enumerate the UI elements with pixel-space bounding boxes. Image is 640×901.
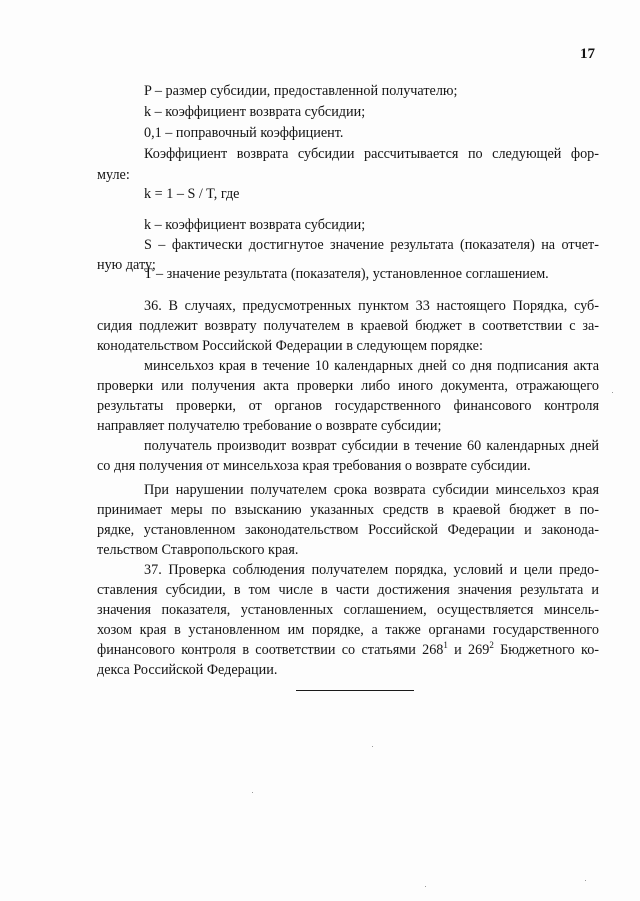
text-line: муле: [97, 167, 130, 183]
text-line: 36. В случаях, предусмотренных пунктом 33 настоящего Порядка, суб- [144, 298, 599, 314]
text-line: ставления субсидии, в том числе в части достижения значения результата и [97, 582, 599, 598]
justified-line-wrap [97, 600, 599, 621]
text-line: При нарушении получателем срока возврата субсидии минсельхоз края [144, 482, 599, 498]
text-fragment: Бюджетного ко- [493, 642, 600, 658]
text-line: 0,1 – поправочный коэффициент. [144, 125, 344, 141]
justified-line-wrap [144, 356, 599, 377]
text-line: принимает меры по взысканию указанных средств в краевой бюджет в по- [97, 502, 599, 518]
text-line: тельством Ставропольского края. [97, 542, 299, 558]
text-fragment: и 269 [447, 642, 490, 658]
justified-line-wrap [97, 500, 599, 521]
text-line: направляет получателю требование о возврате субсидии; [97, 418, 442, 434]
justified-line-wrap [144, 480, 599, 501]
text-line: получатель производит возврат субсидии в течение 60 календарных дней [144, 438, 599, 454]
justified-line-wrap [97, 520, 599, 541]
text-line: T – значение результата (показателя), установленное соглашением. [144, 266, 549, 282]
text-line: P – размер субсидии, предоставленной получателю; [144, 83, 458, 99]
justified-line-wrap [144, 436, 599, 457]
text-line: k – коэффициент возврата субсидии; [144, 104, 366, 120]
superscript: 2 [489, 640, 494, 650]
text-line: Коэффициент возврата субсидии рассчитывается по следующей фор- [144, 146, 599, 162]
text-line: 37. Проверка соблюдения получателем порядка, условий и цели предо- [144, 562, 599, 578]
justified-line-wrap [144, 296, 599, 317]
text-line: проверки или получения акта проверки либо иного документа, отражающего [97, 378, 599, 394]
text-line: S – фактически достигнутое значение результата (показателя) на отчет- [144, 237, 599, 253]
formula: k = 1 – S / T, где [144, 186, 240, 202]
text-line: сидия подлежит возврату получателем в краевой бюджет в соответствии с за- [97, 318, 599, 334]
scan-speck [372, 746, 373, 747]
justified-line-wrap [97, 316, 599, 337]
text-fragment: финансового контроля в соответствии со статьями 268 [97, 642, 444, 658]
scan-speck [585, 880, 586, 881]
closing-rule [296, 690, 414, 691]
superscript: 1 [443, 640, 448, 650]
scan-speck [425, 886, 426, 887]
text-line: рядке, установленном законодательством Российской Федерации и законода- [97, 522, 599, 538]
justified-line-wrap [144, 235, 599, 256]
text-line: минсельхоз края в течение 10 календарных дней со дня подписания акта [144, 358, 599, 374]
justified-line-wrap [97, 376, 599, 397]
text-line: хозом края в установленном им порядке, а также органами государственного [97, 622, 599, 638]
justified-line-wrap [144, 560, 599, 581]
text-line: со дня получения от минсельхоза края требования о возврате субсидии. [97, 458, 531, 474]
text-line: значения показателя, установленных соглашением, осуществляется минсель- [97, 602, 599, 618]
justified-line-wrap [97, 580, 599, 601]
text-line-with-superscripts [97, 640, 599, 661]
text-line: k – коэффициент возврата субсидии; [144, 217, 366, 233]
justified-line-wrap [97, 640, 599, 661]
justified-line-wrap [97, 396, 599, 417]
scan-speck [612, 392, 613, 393]
page-number: 17 [580, 46, 595, 62]
justified-line-wrap [97, 620, 599, 641]
text-line: ную дату; [97, 257, 156, 273]
justified-line-wrap [144, 144, 599, 165]
text-line: конодательством Российской Федерации в следующем порядке: [97, 338, 483, 354]
text-line: результаты проверки, от органов государственного финансового контроля [97, 398, 599, 414]
scan-speck [252, 792, 253, 793]
text-line: декса Российской Федерации. [97, 662, 278, 678]
